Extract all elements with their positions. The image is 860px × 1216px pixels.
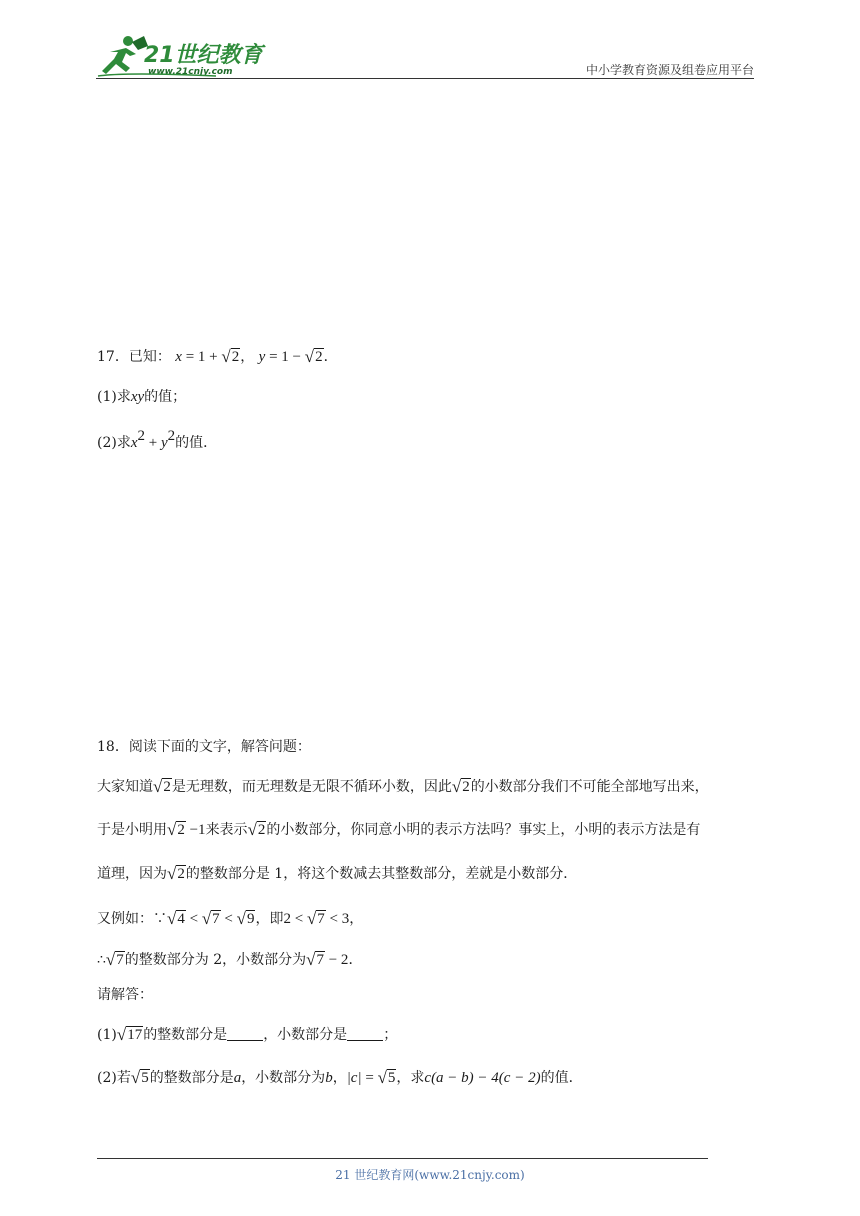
q18-part1: (1)√17的整数部分是 ，小数部分是 ；: [97, 1025, 398, 1044]
q18-please-answer: 请解答：: [97, 987, 153, 1003]
q18-paragraph-line2: 于是小明用√2 −1来表示√2的小数部分，你同意小明的表示方法吗？事实上，小明的表示方法是有: [97, 820, 701, 839]
site-logo: [96, 32, 266, 80]
q18-therefore-line: ∴√7的整数部分为 2，小数部分为√7 − 2．: [97, 950, 363, 969]
answer-blank-decimal-part[interactable]: [347, 1026, 383, 1041]
logo-text: 21世纪教育: [144, 43, 263, 68]
q18-heading: 18．阅读下面的文字，解答问题：: [97, 739, 311, 755]
answer-blank-integer-part[interactable]: [227, 1026, 263, 1041]
q17-part1: (1)求xy的值；: [97, 389, 187, 405]
q18-example-line: 又例如：∵√4 < √7 < √9，即2 < √7 < 3，: [97, 909, 364, 928]
header-divider: [96, 78, 754, 79]
q17-stem: 17．已知： x = 1 + √2， y = 1 − √2．: [97, 347, 338, 366]
q17-part2: (2)求$x^2 + y^2$的值．: [97, 428, 218, 451]
footer-divider: [97, 1158, 708, 1159]
q18-part2: (2)若√5的整数部分是a，小数部分为b，|c| = √5，求c(a − b) − 4(c − 2)的值．: [97, 1068, 583, 1087]
runner-icon: [102, 36, 148, 74]
q18-paragraph-line3: 道理，因为√2的整数部分是 1，将这个数减去其整数部分，差就是小数部分．: [97, 864, 578, 883]
q18-paragraph-line1: 大家知道√2是无理数，而无理数是无限不循环小数，因此√2的小数部分我们不可能全部地写出来，: [97, 777, 709, 796]
footer-site-text[interactable]: 21 世纪教育网(www.21cnjy.com): [335, 1168, 525, 1182]
logo-url-text: www.21cnjy.com: [148, 67, 233, 77]
header-platform-text: 中小学教育资源及组卷应用平台: [585, 63, 754, 77]
